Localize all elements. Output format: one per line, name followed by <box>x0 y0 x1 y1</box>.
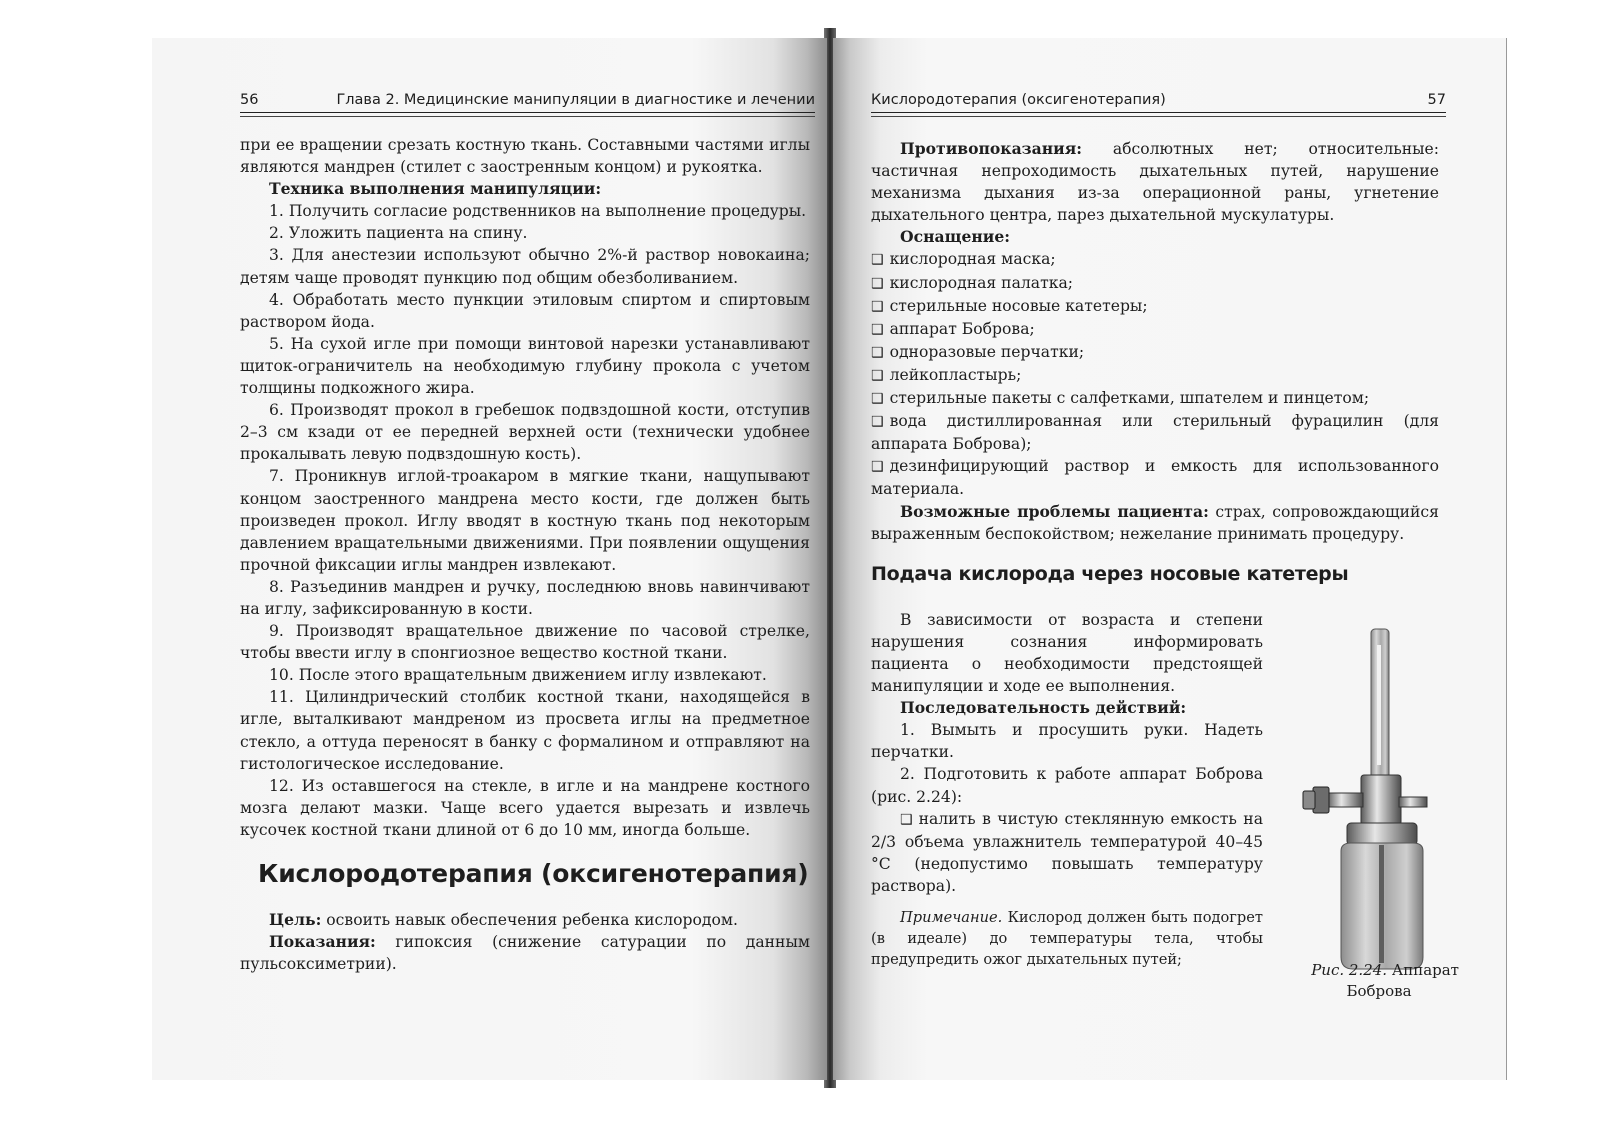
step-4: 4. Обработать место пункции этиловым спиртом и спиртовым раствором йода. <box>240 290 810 331</box>
seq-step-2: 2. Подготовить к работе аппарат Боброва (рис. 2.24): <box>871 765 1263 806</box>
equipment-item: ❑ кислородная палатка; <box>871 273 1074 292</box>
step-9: 9. Производят вращательное движение по часовой стрелке, чтобы ввести иглу в спонгиозное вещество костной ткани. <box>240 622 810 663</box>
seq-step-1: 1. Вымыть и просушить руки. Надеть перчатки. <box>871 721 1263 762</box>
equipment-item: ❑ вода дистиллированная или стерильный фурацилин (для аппарата Боброва); <box>871 412 1439 454</box>
left-header-rule <box>240 116 815 117</box>
checkbox-bullet-icon: ❑ <box>871 321 884 338</box>
right-page-number: 57 <box>1427 92 1446 108</box>
equipment-item: ❑ стерильные носовые катетеры; <box>871 296 1148 315</box>
goal-paragraph: Цель: освоить навык обеспечения ребенка кислородом. <box>269 910 738 930</box>
step-1: 1. Получить согласие родственников на выполнение процедуры. <box>269 202 807 221</box>
step-6: 6. Производят прокол в гребешок подвздошной кости, отступив 2–3 см кзади от ее передней верхней ости (технически удобнее прокалывать левую подвздошную кость). <box>240 401 810 464</box>
left-page-number: 56 <box>240 92 259 108</box>
inform-paragraph: В зависимости от возраста и степени нарушения сознания информировать пациента о необходимости предстоящей манипуляции и ходе ее выполнения. <box>871 610 1263 696</box>
left-body <box>240 134 810 975</box>
sequence-heading: Последовательность действий: <box>900 698 1187 718</box>
seq-bullet: ❑ налить в чистую стеклянную емкость на 2/3 объема увлажнитель температурой 40–45 °С (недопустимо повышать температуру раствора). <box>871 809 1263 895</box>
equipment-item: ❑ одноразовые перчатки; <box>871 342 1085 361</box>
checkbox-bullet-icon: ❑ <box>871 298 884 315</box>
note-paragraph: Примечание. Кислород должен быть подогрет (в идеале) до температуры тела, чтобы предупредить ожог дыхательных путей; <box>871 909 1263 968</box>
step-5: 5. На сухой игле при помощи винтовой нарезки устанавливают щиток-ограничитель на необходимую глубину прокола с учетом толщины подкожного жира. <box>240 334 810 398</box>
right-running-header <box>871 90 1446 113</box>
indications-paragraph: Показания: гипоксия (снижение сатурации по данным пульсоксиметрии). <box>240 932 810 974</box>
right-page <box>833 38 1507 1080</box>
equipment-item: ❑ кислородная маска; <box>871 250 1056 269</box>
checkbox-bullet-icon: ❑ <box>871 367 884 384</box>
checkbox-bullet-icon: ❑ <box>871 391 884 408</box>
procedure-column <box>871 609 1263 970</box>
checkbox-bullet-icon: ❑ <box>871 344 884 361</box>
step-11: 11. Цилиндрический столбик костной ткани, находящейся в игле, выталкивают мандреном из просвета иглы на предметное стекло, а оттуда переносят в банку с формалином и отправляют на гистологическое исследование. <box>240 688 810 773</box>
checkbox-bullet-icon: ❑ <box>900 811 913 828</box>
right-header-rule <box>871 116 1446 117</box>
checkbox-bullet-icon: ❑ <box>871 275 884 292</box>
problems-paragraph: Возможные проблемы пациента: страх, сопровождающийся выраженным беспокойством; нежелание принимать процедуру. <box>871 501 1439 543</box>
step-7: 7. Проникнув иглой-троакаром в мягкие ткани, нащупывают концом заостренного мандрена место кости, где должен быть произведен прокол. Иглу вводят в костную ткань под некоторым давлением вращательными движениями. При появлении ощущения прочной фиксации иглы мандрен извлекают. <box>240 467 810 574</box>
step-12: 12. Из оставшегося на стекле, в игле и на мандрене костного мозга делают мазки. Чаще всего удается вырезать и извлечь кусочек костной ткани длиной от 6 до 10 мм, иногда больше. <box>240 776 810 839</box>
right-running-title: Кислородотерапия (оксигенотерапия) <box>871 92 1166 108</box>
figure-caption: Рис. 2.24. Аппарат Боброва <box>1311 961 1459 1000</box>
left-page <box>152 38 827 1080</box>
equipment-item: ❑ аппарат Боброва; <box>871 319 1035 338</box>
intro-paragraph: при ее вращении срезать костную ткань. Составными частями иглы являются мандрен (стилет с заостренным концом) и рукоятка. <box>240 136 810 177</box>
section-title: Кислородотерапия (оксигенотерапия) <box>258 859 809 888</box>
left-running-header <box>240 90 815 113</box>
step-8: 8. Разъединив мандрен и ручку, последнюю вновь навинчивают на иглу, зафиксированную в кости. <box>240 577 810 618</box>
checkbox-bullet-icon: ❑ <box>871 459 884 476</box>
equipment-heading: Оснащение: <box>900 227 1011 247</box>
step-10: 10. После этого вращательным движением иглу извлекают. <box>269 666 767 685</box>
technique-heading: Техника выполнения манипуляции: <box>269 179 602 199</box>
step-2: 2. Уложить пациента на спину. <box>269 224 528 243</box>
checkbox-bullet-icon: ❑ <box>871 252 884 269</box>
bobrov-apparatus-illustration <box>1291 625 1461 975</box>
checkbox-bullet-icon: ❑ <box>871 414 884 431</box>
subsection-title: Подача кислорода через носовые катетеры <box>871 562 1349 585</box>
equipment-item: ❑ лейкопластырь; <box>871 365 1022 384</box>
equipment-item: ❑ стерильные пакеты с салфетками, шпателем и пинцетом; <box>871 389 1370 408</box>
left-running-title: Глава 2. Медицинские манипуляции в диагностике и лечении <box>336 92 815 108</box>
equipment-item: ❑ дезинфицирующий раствор и емкость для использованного материала. <box>871 457 1439 499</box>
contraindications-paragraph: Противопоказания: абсолютных нет; относительные: частичная непроходимость дыхательных путей, нарушение механизма дыхания из-за операционной раны, угнетение дыхательного центра, парез дыхательной мускулатуры. <box>871 139 1439 225</box>
step-3: 3. Для анестезии используют обычно 2%-й раствор новокаина; детям чаще проводят пункцию под общим обезболиванием. <box>240 246 810 287</box>
